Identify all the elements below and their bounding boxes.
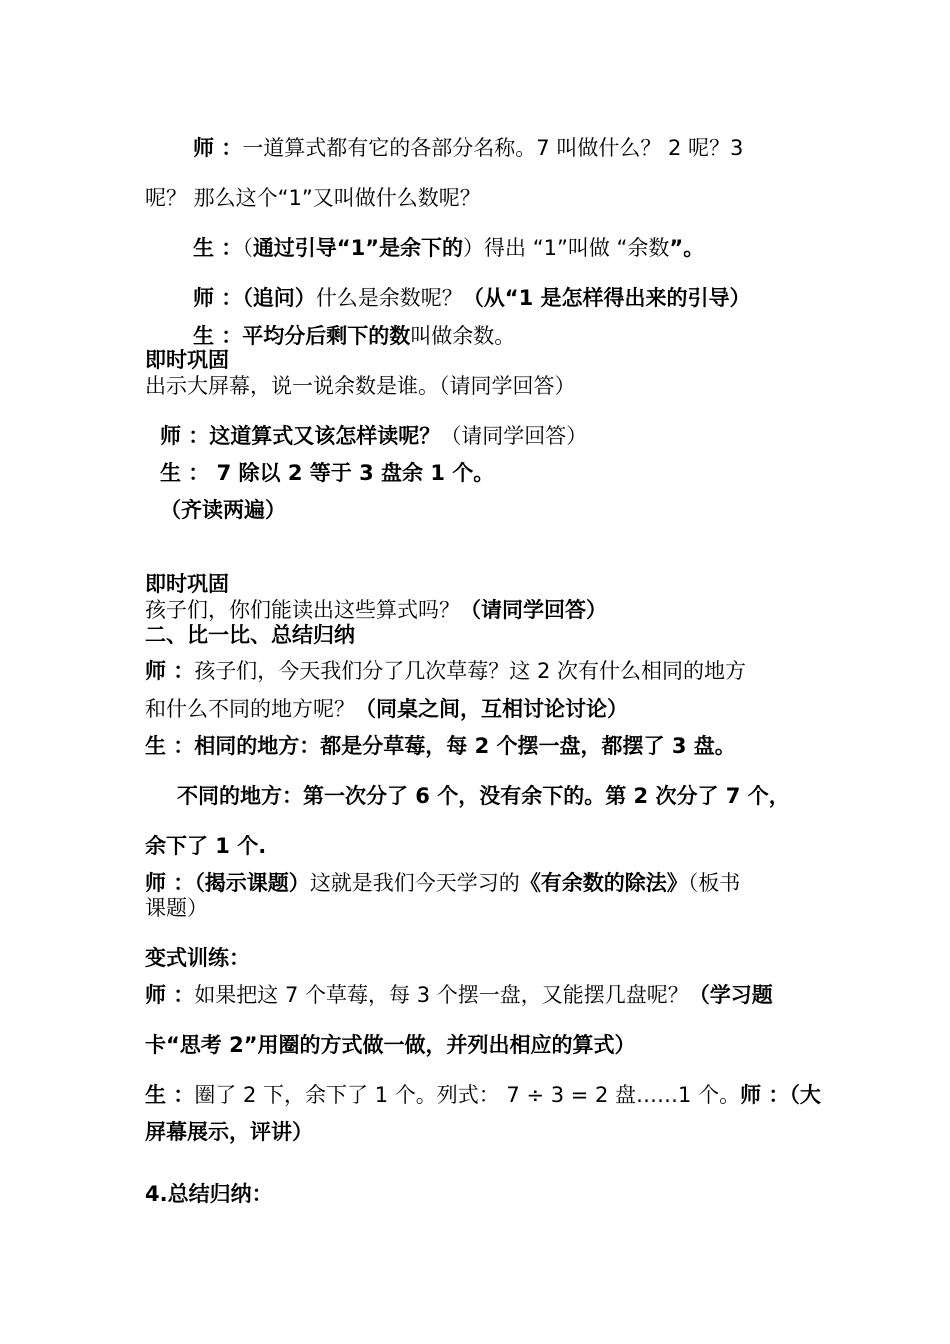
speaker-teacher: 师 ：（大 — [740, 1083, 821, 1107]
text: （请同学回答） — [440, 424, 588, 448]
text: 孩子们，你们能读出这些算式吗？ — [145, 598, 460, 622]
heading-compare-summary: 二、比一比、总结归纳 — [145, 623, 355, 647]
heading-variant-training: 变式训练： — [145, 946, 250, 970]
heading-practice-1: 即时巩固 — [145, 348, 229, 372]
speaker-teacher: 师 ： — [193, 286, 243, 310]
paragraph-teacher-parts-line2 — [145, 185, 481, 211]
paragraph-student-answer-line2: 屏幕展示，评讲） — [145, 1120, 313, 1144]
speaker-teacher: 师 ： — [145, 983, 195, 1007]
text: 一道算式都有它的各部分名称。7 叫做什么？ 2 呢？3 — [242, 136, 744, 160]
paragraph-teacher-variant — [145, 982, 773, 1008]
heading-practice-2: 即时巩固 — [145, 572, 229, 596]
speaker-teacher: 师 ： — [145, 871, 195, 895]
guide-text: 通过引导“1”是余下的 — [252, 236, 464, 260]
paragraph-teacher-compare-line2 — [145, 696, 628, 722]
speaker-student: 生 ： — [193, 236, 243, 260]
text: （同桌之间，互相讨论讨论） — [355, 697, 628, 721]
speaker-student-bold: 生 ：平均分后剩下的数 — [193, 324, 411, 348]
paragraph-teacher-parts — [193, 135, 743, 161]
lesson-title: 《有余数的除法》 — [519, 871, 688, 895]
text: 呢？ 那么这个“1”又叫做什么数呢？ — [145, 186, 481, 210]
text: 这就是我们今天学习的 — [309, 871, 520, 895]
text: （揭示课题） — [194, 871, 310, 895]
text: 圈了 2 下，余下了 1 个。列式： 7 ÷ 3 = 2 盘……1 个。 — [194, 1083, 741, 1107]
speaker-teacher: 师 ： — [145, 659, 195, 683]
paragraph-student-answer — [145, 1082, 821, 1108]
guide-text: （从“1 是怎样得出来的引导） — [462, 286, 751, 310]
speaker-student: 生 ： — [145, 1083, 195, 1107]
text: （板书 — [687, 871, 741, 895]
text: 孩子们，今天我们分了几次草莓？这 2 次有什么相同的地方 — [194, 659, 747, 683]
paragraph-teacher-variant-line2: 卡“思考 2”用圈的方式做一做，并列出相应的算式） — [145, 1033, 636, 1057]
paragraph-student-definition — [193, 323, 515, 349]
text: （请同学回答） — [460, 598, 607, 622]
paragraph-teacher-question — [193, 285, 751, 311]
paragraph-read-twice: （齐读两遍） — [160, 498, 286, 522]
ask-text: （追问） — [242, 286, 316, 310]
text: 叫做余数。 — [410, 324, 516, 348]
speaker-teacher: 师 ： — [193, 136, 243, 160]
paragraph-teacher-topic-line2: 课题） — [145, 896, 208, 920]
text: ”。 — [669, 236, 705, 260]
text: ）得出 “1”叫做 “余数 — [463, 236, 670, 260]
paragraph-show-screen: 出示大屏幕，说一说余数是谁。（请同学回答） — [145, 374, 576, 398]
paragraph-student-read: 生 ： 7 除以 2 等于 3 盘余 1 个。 — [160, 461, 495, 485]
text: 师 ：这道算式又该怎样读呢？ — [160, 424, 441, 448]
paragraph-student-same: 生 ：相同的地方：都是分草莓，每 2 个摆一盘，都摆了 3 盘。 — [145, 734, 736, 758]
heading-summary: 4.总结归纳： — [145, 1182, 273, 1206]
text: 什么是余数呢？ — [315, 286, 463, 310]
text: 和什么不同的地方呢？ — [145, 697, 355, 721]
paragraph-student-remainder — [193, 235, 704, 261]
paragraph-teacher-compare — [145, 658, 746, 684]
paragraph-different: 不同的地方：第一次分了 6 个，没有余下的。第 2 次分了 7 个， — [177, 784, 790, 808]
text: （学习题 — [688, 983, 773, 1007]
paragraph-teacher-topic — [145, 870, 740, 896]
paragraph-kids-read — [145, 597, 607, 623]
paragraph-teacher-read — [160, 423, 587, 449]
text: 如果把这 7 个草莓，每 3 个摆一盘，又能摆几盘呢？ — [194, 983, 689, 1007]
text: （ — [242, 236, 253, 260]
paragraph-different-line2: 余下了 1 个. — [145, 834, 267, 858]
